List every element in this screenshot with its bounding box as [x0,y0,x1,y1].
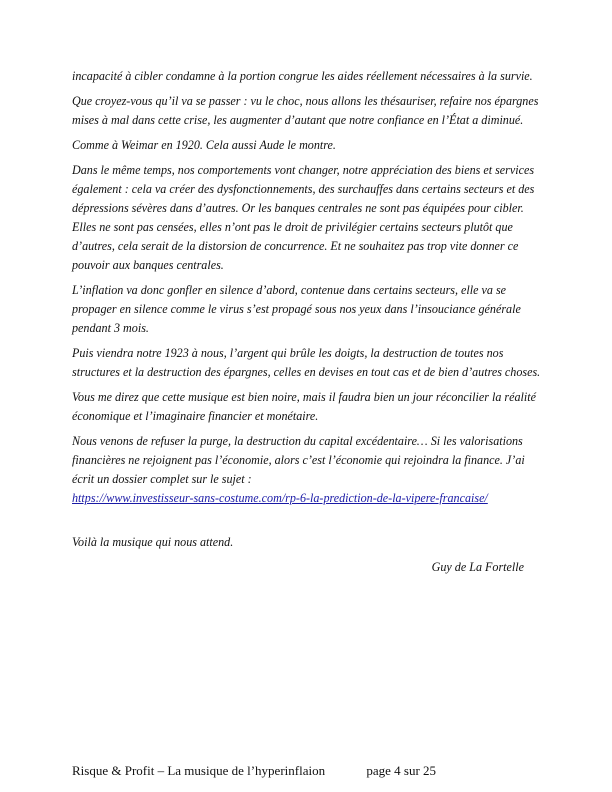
page-number: page 4 sur 25 [366,763,437,778]
paragraph: incapacité à cibler condamne à la portion congrue les aides réellement nécessaires à la survie. [72,69,533,83]
closing-line: Voilà la musique qui nous attend. [72,535,234,549]
paragraph: Dans le même temps, nos comportements vont changer, notre appréciation des biens et services également : cela va créer des dysfonctionnements, des surchauffes dans certains secteurs et des dépressions sévères dans d’autres. Or les banques centrales ne sont pas équipées pour cibler. Elles ne sont pas censées, elles n’ont pas le droit de privilégier certains secteurs plutôt que d’autres, cela serait de la distorsion de concurrence. Et ne souhaitez pas trop vite donner ce pouvoir aux banques centrales. [72,163,535,272]
paragraph: Que croyez-vous qu’il va se passer : vu le choc, nous allons les thésauriser, refaire nos épargnes mises à mal dans cette crise, les augmenter d’autant que notre confiance en l’État a diminué. [72,94,539,127]
paragraph-with-link [72,432,542,508]
footer-title: Risque & Profit – La musique de l’hyperinflaion [72,763,326,778]
paragraph: Vous me direz que cette musique est bien noire, mais il faudra bien un jour réconcilier la réalité économique et l’imaginaire financier et monétaire. [72,390,536,423]
paragraph: Comme à Weimar en 1920. Cela aussi Aude le montre. [72,138,336,152]
paragraph: L’inflation va donc gonfler en silence d’abord, contenue dans certains secteurs, elle va se propager en silence comme le virus s’est propagé sous nos yeux dans l’insouciance générale pendant 3 mois. [72,283,521,335]
page-footer [72,763,436,779]
paragraph-text: Nous venons de refuser la purge, la destruction du capital excédentaire… Si les valorisations financières ne rejoignent pas l’économie, alors c’est l’économie qui rejoindra la finance. J’ai écrit un dossier complet sur le sujet : [72,434,525,486]
dossier-link[interactable]: https://www.investisseur-sans-costume.com/rp-6-la-prediction-de-la-vipere-francaise/ [72,491,488,505]
paragraph: Puis viendra notre 1923 à nous, l’argent qui brûle les doigts, la destruction de toutes nos structures et la destruction des épargnes, celles en devises en tout cas et de bien d’autres choses. [72,346,541,379]
spacer [72,514,542,533]
author-signature: Guy de La Fortelle [431,560,524,574]
document-body [72,67,542,583]
